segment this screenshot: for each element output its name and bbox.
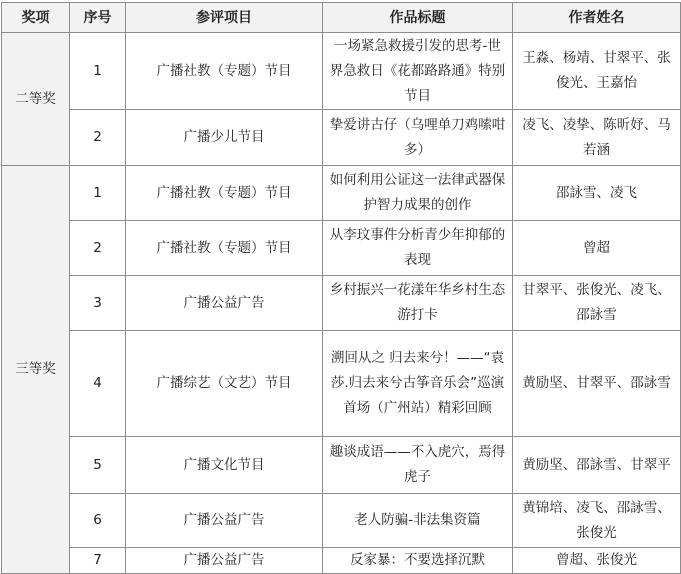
row-title: 挚爱讲古仔（乌哩单刀鸡嗦咁多）: [323, 110, 513, 166]
award-second-prize: 二等奖: [2, 33, 70, 166]
row-category: 广播社教（专题）节目: [126, 221, 323, 276]
row-title: 如何利用公证这一法律武器保护智力成果的创作: [323, 166, 513, 221]
table-row: [2, 221, 681, 276]
award-third-prize: 三等奖: [2, 166, 70, 574]
row-authors: 甘翠平、张俊光、凌飞、邵詠雪: [513, 276, 681, 331]
table-row: [2, 276, 681, 331]
row-number: 2: [70, 221, 126, 276]
row-category: 广播公益广告: [126, 494, 323, 548]
table-row: [2, 166, 681, 221]
header-row: [2, 3, 681, 33]
table-row: [2, 331, 681, 437]
row-authors: 曾超: [513, 221, 681, 276]
row-authors: 邵詠雪、凌飞: [513, 166, 681, 221]
row-category: 广播少儿节目: [126, 110, 323, 166]
row-number: 3: [70, 276, 126, 331]
table-row: [2, 548, 681, 574]
row-category: 广播社教（专题）节目: [126, 33, 323, 110]
table-row: [2, 33, 681, 110]
row-title: 反家暴：不要选择沉默: [323, 548, 513, 574]
row-authors: 王淼、杨靖、甘翠平、张俊光、王嘉怡: [513, 33, 681, 110]
row-number: 1: [70, 166, 126, 221]
row-authors: 黄励坚、甘翠平、邵詠雪: [513, 331, 681, 437]
row-category: 广播文化节目: [126, 437, 323, 494]
row-title: 趣谈成语——不入虎穴，焉得虎子: [323, 437, 513, 494]
row-category: 广播公益广告: [126, 548, 323, 574]
row-authors: 凌飞、凌挚、陈昕妤、马若涵: [513, 110, 681, 166]
header-number: 序号: [70, 3, 126, 33]
row-category: 广播公益广告: [126, 276, 323, 331]
row-number: 1: [70, 33, 126, 110]
row-title: 老人防骗-非法集资篇: [323, 494, 513, 548]
row-number: 5: [70, 437, 126, 494]
row-authors: 黄励坚、邵詠雪、甘翠平: [513, 437, 681, 494]
row-category: 广播社教（专题）节目: [126, 166, 323, 221]
row-title: 从李玟事件分析青少年抑郁的表现: [323, 221, 513, 276]
row-title: 溯回从之 归去来兮！——“袁莎.归去来兮古筝音乐会”巡演首场（广州站）精彩回顾: [323, 331, 513, 437]
header-title: 作品标题: [323, 3, 513, 33]
row-category: 广播综艺（文艺）节目: [126, 331, 323, 437]
header-award: 奖项: [2, 3, 70, 33]
row-number: 7: [70, 548, 126, 574]
table-row: [2, 494, 681, 548]
row-number: 6: [70, 494, 126, 548]
header-category: 参评项目: [126, 3, 323, 33]
row-authors: 黄锦培、凌飞、邵詠雪、张俊光: [513, 494, 681, 548]
row-authors: 曾超、张俊光: [513, 548, 681, 574]
row-number: 4: [70, 331, 126, 437]
table-row: [2, 110, 681, 166]
row-number: 2: [70, 110, 126, 166]
table-row: [2, 437, 681, 494]
row-title: 乡村振兴一花漾年华乡村生态游打卡: [323, 276, 513, 331]
header-authors: 作者姓名: [513, 3, 681, 33]
awards-table: [1, 2, 681, 574]
row-title: 一场紧急救援引发的思考-世界急救日《花都路路通》特别节目: [323, 33, 513, 110]
